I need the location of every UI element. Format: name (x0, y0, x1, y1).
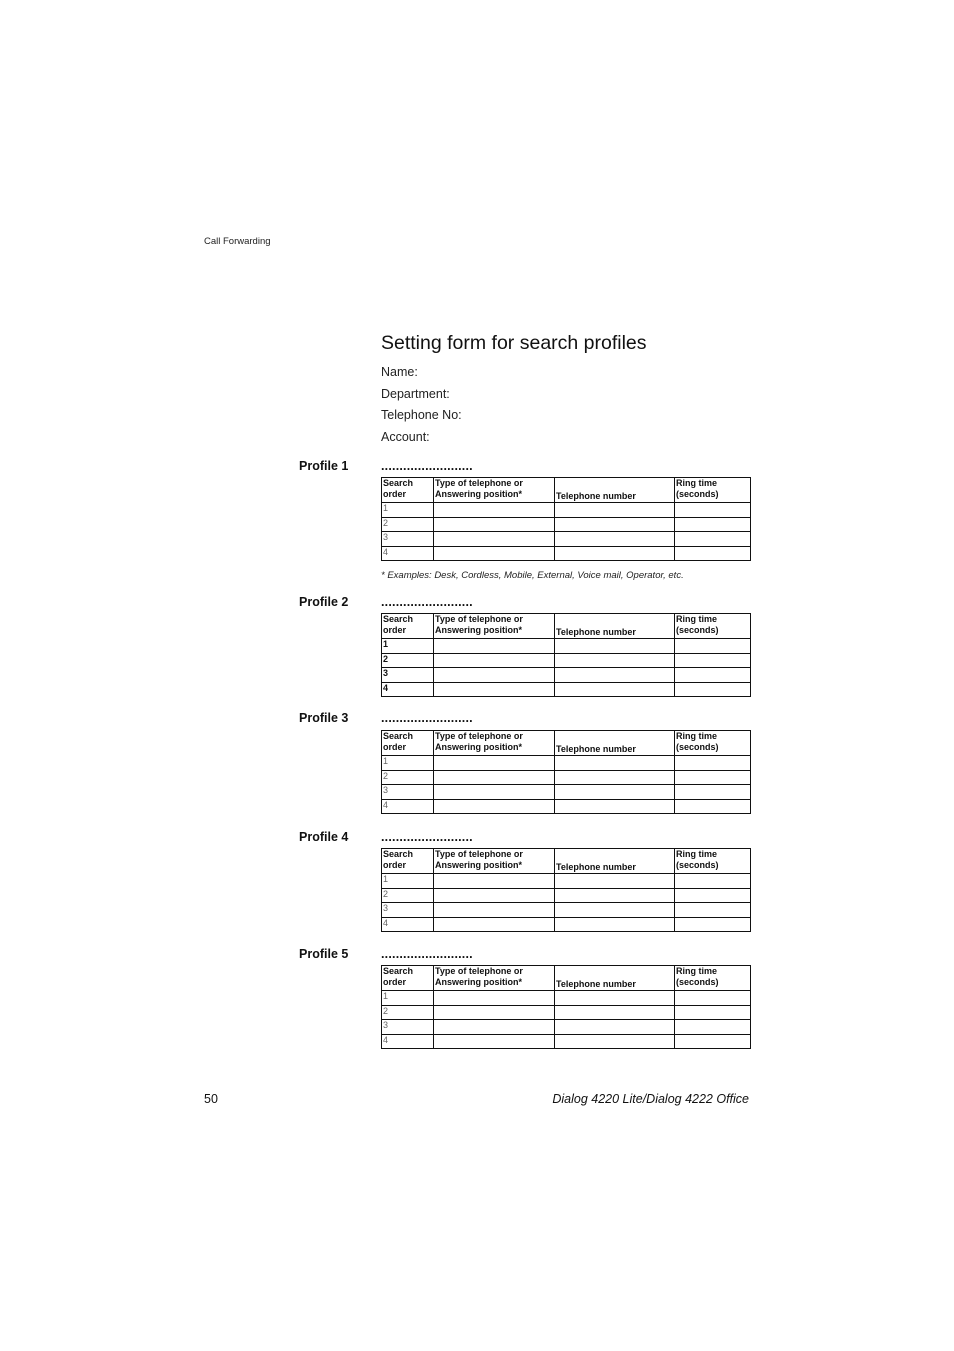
search-order-header: Search order (382, 478, 434, 503)
row-number: 4 (382, 682, 434, 697)
telephone-cell[interactable] (555, 517, 675, 532)
profile-1-name-blank: ......................... (381, 459, 473, 473)
row-number: 3 (382, 532, 434, 547)
profile-3-label: Profile 3 (299, 711, 349, 725)
table-row (382, 888, 751, 903)
table-header-row (382, 731, 751, 756)
row-number: 2 (382, 770, 434, 785)
telephone-cell[interactable] (555, 888, 675, 903)
type-header: Type of telephone or Answering position* (434, 966, 555, 991)
type-cell[interactable] (434, 682, 555, 697)
profile-2-label: Profile 2 (299, 595, 349, 609)
ring-time-cell[interactable] (675, 532, 751, 547)
row-number: 3 (382, 668, 434, 683)
profile-5-name-blank: ......................... (381, 947, 473, 961)
row-number: 2 (382, 888, 434, 903)
table-row (382, 546, 751, 561)
type-cell[interactable] (434, 503, 555, 518)
ring-time-cell[interactable] (675, 903, 751, 918)
type-cell[interactable] (434, 1005, 555, 1020)
table-row (382, 1034, 751, 1049)
telephone-cell[interactable] (555, 785, 675, 800)
row-number: 2 (382, 653, 434, 668)
telephone-cell[interactable] (555, 1020, 675, 1035)
ring-time-cell[interactable] (675, 799, 751, 814)
type-cell[interactable] (434, 639, 555, 654)
telephone-cell[interactable] (555, 639, 675, 654)
telephone-cell[interactable] (555, 532, 675, 547)
telephone-cell[interactable] (555, 682, 675, 697)
profile-1-table (381, 477, 751, 561)
row-number: 1 (382, 639, 434, 654)
ring-time-header: Ring time (seconds) (675, 966, 751, 991)
ring-time-cell[interactable] (675, 888, 751, 903)
page-number: 50 (204, 1092, 218, 1106)
type-header: Type of telephone or Answering position* (434, 478, 555, 503)
ring-time-cell[interactable] (675, 682, 751, 697)
product-name: Dialog 4220 Lite/Dialog 4222 Office (552, 1092, 749, 1106)
telephone-number-header: Telephone number (555, 614, 675, 639)
telephone-cell[interactable] (555, 770, 675, 785)
telephone-cell[interactable] (555, 668, 675, 683)
ring-time-cell[interactable] (675, 546, 751, 561)
type-cell[interactable] (434, 991, 555, 1006)
department-field-label: Department: (381, 387, 450, 401)
table-header-row (382, 849, 751, 874)
running-header: Call Forwarding (204, 236, 271, 247)
table-row (382, 756, 751, 771)
row-number: 1 (382, 756, 434, 771)
table-row (382, 503, 751, 518)
table-row (382, 799, 751, 814)
table-row (382, 639, 751, 654)
type-cell[interactable] (434, 1034, 555, 1049)
row-number: 1 (382, 874, 434, 889)
ring-time-header: Ring time (seconds) (675, 849, 751, 874)
row-number: 4 (382, 546, 434, 561)
type-header: Type of telephone or Answering position* (434, 731, 555, 756)
ring-time-cell[interactable] (675, 653, 751, 668)
type-cell[interactable] (434, 903, 555, 918)
row-number: 3 (382, 1020, 434, 1035)
type-cell[interactable] (434, 785, 555, 800)
row-number: 1 (382, 991, 434, 1006)
table-row (382, 991, 751, 1006)
ring-time-cell[interactable] (675, 917, 751, 932)
table-header-row (382, 966, 751, 991)
telephone-cell[interactable] (555, 917, 675, 932)
search-order-header: Search order (382, 731, 434, 756)
ring-time-header: Ring time (seconds) (675, 478, 751, 503)
search-order-header: Search order (382, 966, 434, 991)
telephone-cell[interactable] (555, 799, 675, 814)
telephone-number-header: Telephone number (555, 849, 675, 874)
table-row (382, 1020, 751, 1035)
ring-time-cell[interactable] (675, 874, 751, 889)
profile-2-table (381, 613, 751, 697)
profile-1-label: Profile 1 (299, 459, 349, 473)
telephone-number-header: Telephone number (555, 478, 675, 503)
row-number: 4 (382, 799, 434, 814)
profile-2-name-blank: ......................... (381, 595, 473, 609)
table-row (382, 1005, 751, 1020)
row-number: 3 (382, 785, 434, 800)
telephone-cell[interactable] (555, 874, 675, 889)
search-order-header: Search order (382, 849, 434, 874)
profile-5-table (381, 965, 751, 1049)
telephone-number-header: Telephone number (555, 731, 675, 756)
ring-time-header: Ring time (seconds) (675, 614, 751, 639)
table-header-row (382, 478, 751, 503)
telephone-cell[interactable] (555, 546, 675, 561)
ring-time-cell[interactable] (675, 785, 751, 800)
type-cell[interactable] (434, 532, 555, 547)
type-cell[interactable] (434, 668, 555, 683)
row-number: 2 (382, 1005, 434, 1020)
search-order-header: Search order (382, 614, 434, 639)
telephone-number-header: Telephone number (555, 966, 675, 991)
footnote: * Examples: Desk, Cordless, Mobile, External, Voice mail, Operator, etc. (381, 570, 684, 581)
type-cell[interactable] (434, 653, 555, 668)
type-cell[interactable] (434, 874, 555, 889)
type-cell[interactable] (434, 546, 555, 561)
type-cell[interactable] (434, 799, 555, 814)
ring-time-cell[interactable] (675, 1034, 751, 1049)
row-number: 2 (382, 517, 434, 532)
table-row (382, 874, 751, 889)
row-number: 1 (382, 503, 434, 518)
table-row (382, 532, 751, 547)
table-row (382, 668, 751, 683)
row-number: 4 (382, 1034, 434, 1049)
type-cell[interactable] (434, 517, 555, 532)
telephone-cell[interactable] (555, 756, 675, 771)
telephone-cell[interactable] (555, 903, 675, 918)
table-row (382, 653, 751, 668)
page-title: Setting form for search profiles (381, 332, 647, 354)
ring-time-header: Ring time (seconds) (675, 731, 751, 756)
name-field-label: Name: (381, 365, 418, 379)
ring-time-cell[interactable] (675, 517, 751, 532)
row-number: 3 (382, 903, 434, 918)
table-row (382, 770, 751, 785)
ring-time-cell[interactable] (675, 1005, 751, 1020)
ring-time-cell[interactable] (675, 639, 751, 654)
profile-3-name-blank: ......................... (381, 711, 473, 725)
ring-time-cell[interactable] (675, 770, 751, 785)
type-cell[interactable] (434, 917, 555, 932)
telephone-cell[interactable] (555, 503, 675, 518)
telephone-cell[interactable] (555, 653, 675, 668)
type-cell[interactable] (434, 888, 555, 903)
profile-3-table (381, 730, 751, 814)
profile-4-name-blank: ......................... (381, 830, 473, 844)
table-row (382, 682, 751, 697)
telephone-cell[interactable] (555, 1005, 675, 1020)
type-cell[interactable] (434, 770, 555, 785)
table-row (382, 785, 751, 800)
ring-time-cell[interactable] (675, 991, 751, 1006)
type-header: Type of telephone or Answering position* (434, 614, 555, 639)
row-number: 4 (382, 917, 434, 932)
type-cell[interactable] (434, 1020, 555, 1035)
telephone-cell[interactable] (555, 991, 675, 1006)
ring-time-cell[interactable] (675, 1020, 751, 1035)
profile-4-label: Profile 4 (299, 830, 349, 844)
account-field-label: Account: (381, 430, 430, 444)
type-cell[interactable] (434, 756, 555, 771)
profile-4-table (381, 848, 751, 932)
ring-time-cell[interactable] (675, 503, 751, 518)
telephone-cell[interactable] (555, 1034, 675, 1049)
table-row (382, 917, 751, 932)
type-header: Type of telephone or Answering position* (434, 849, 555, 874)
telephone-field-label: Telephone No: (381, 408, 462, 422)
profile-5-label: Profile 5 (299, 947, 349, 961)
table-header-row (382, 614, 751, 639)
ring-time-cell[interactable] (675, 756, 751, 771)
ring-time-cell[interactable] (675, 668, 751, 683)
table-row (382, 517, 751, 532)
table-row (382, 903, 751, 918)
